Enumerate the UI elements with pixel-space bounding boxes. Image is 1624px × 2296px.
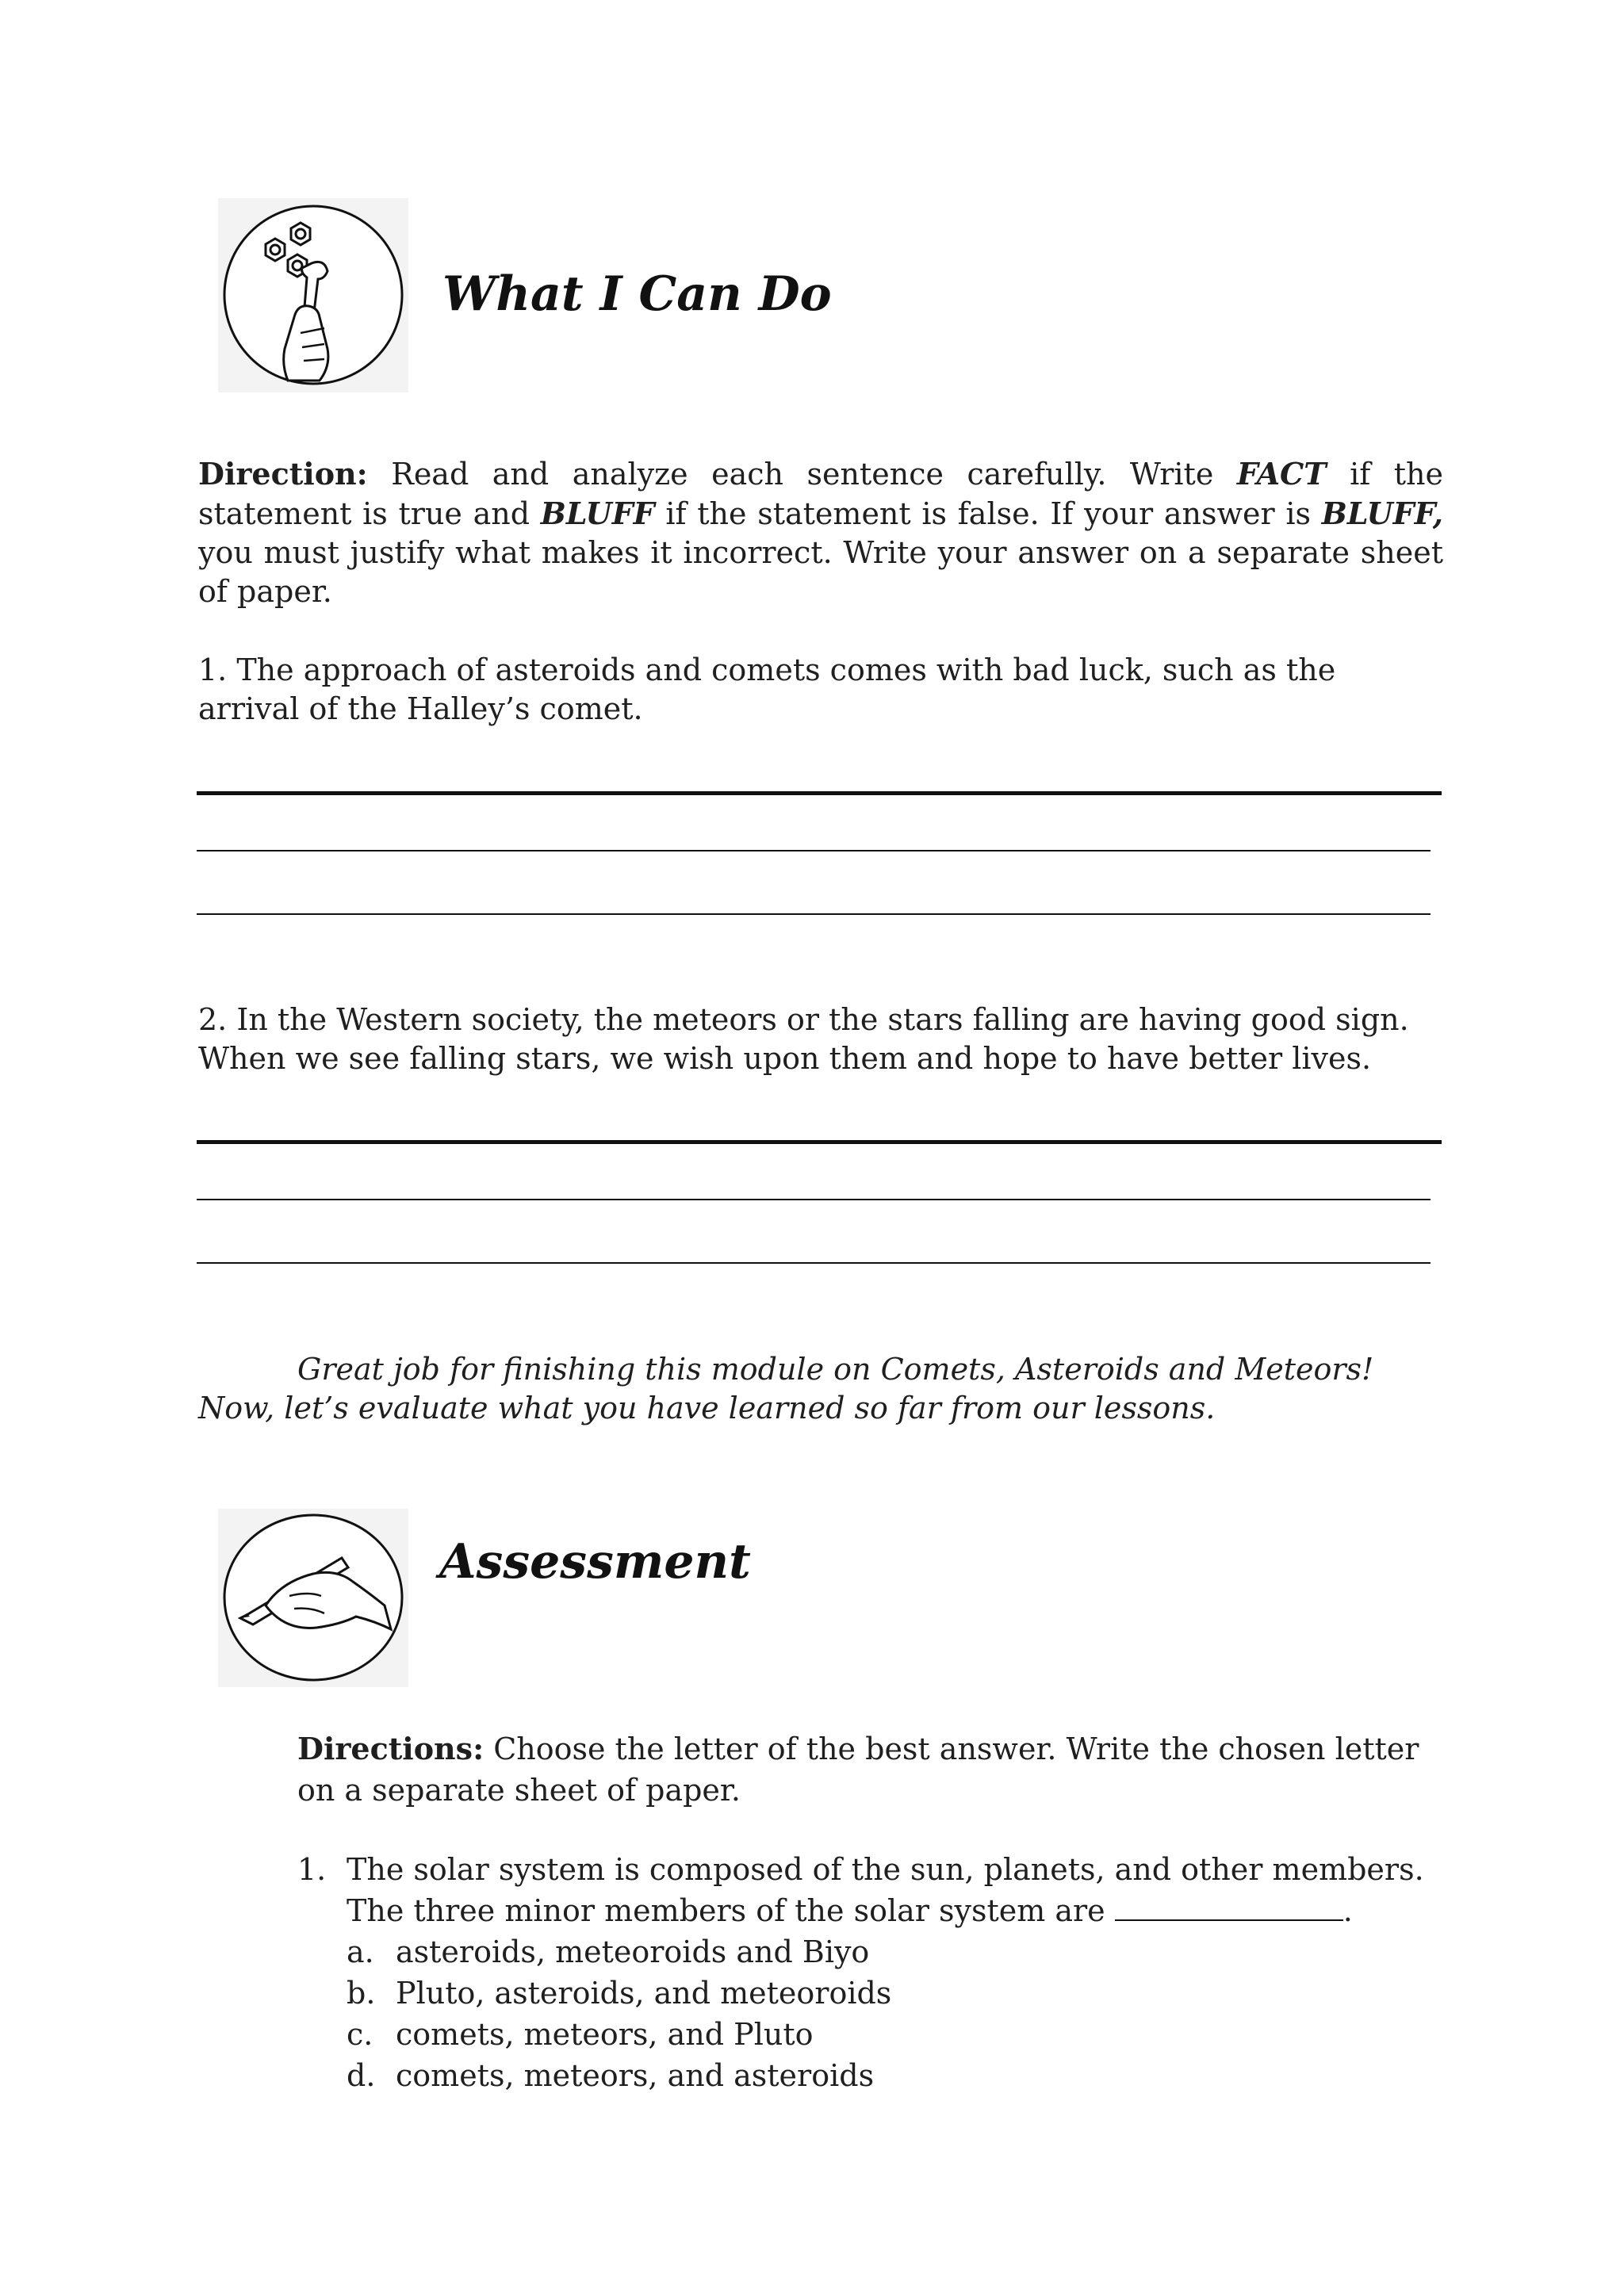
option-letter: c. [347, 2017, 373, 2052]
assessment-title: Assessment [439, 1534, 751, 1590]
option-letter: a. [347, 1934, 374, 1969]
answer-line-2c[interactable] [197, 1262, 1431, 1264]
assessment-icon [218, 1509, 408, 1687]
option-c[interactable] [297, 2014, 1447, 2055]
answer-line-1b[interactable] [197, 850, 1431, 851]
option-d[interactable] [297, 2055, 1447, 2096]
assessment-directions-label: Directions: [297, 1731, 485, 1766]
answer-line-2a[interactable] [197, 1140, 1442, 1144]
item-2: 2. In the Western society, the meteors or the stars falling are having good sign. When we see falling stars, we wish upon them and hope to have better lives. [198, 1002, 1409, 1076]
direction-text-1: Read and analyze each sentence carefully. Write [367, 457, 1237, 492]
question-1-blank[interactable] [1115, 1892, 1343, 1921]
what-i-can-do-icon [218, 198, 408, 392]
item-1: 1. The approach of asteroids and comets comes with bad luck, such as the arrival of the Halley’s comet. [198, 652, 1336, 726]
option-letter: d. [347, 2058, 376, 2093]
option-a[interactable] [297, 1931, 1447, 1973]
question-list [297, 1849, 1447, 2096]
assessment-directions [297, 1728, 1447, 1811]
answer-line-1a[interactable] [197, 791, 1442, 795]
assessment-directions-text: Choose the letter of the best answer. Write the chosen letter on a separate sheet of paper. [297, 1732, 1419, 1808]
fact-word: FACT [1236, 456, 1327, 492]
option-text: comets, meteors, and asteroids [396, 2058, 875, 2093]
option-text: comets, meteors, and Pluto [396, 2017, 814, 2052]
bluff-word: BLUFF [540, 496, 655, 531]
option-b[interactable] [297, 1973, 1447, 2014]
bluff-word-2: BLUFF, [1321, 496, 1444, 531]
what-i-can-do-title: What I Can Do [442, 266, 832, 322]
closing-text: Great job for finishing this module on Comets, Asteroids and Meteors! Now, let’s evaluate what you have learned so far from our lessons. [198, 1352, 1374, 1425]
direction-text-4: you must justify what makes it incorrect. Write your answer on a separate sheet of paper. [198, 535, 1443, 609]
option-letter: b. [347, 1976, 376, 2011]
option-text: Pluto, asteroids, and meteoroids [396, 1976, 892, 2011]
question-1-suffix: . [1342, 1893, 1353, 1928]
direction-text-2: if the statement is true and [198, 457, 1444, 531]
direction-paragraph [198, 454, 1443, 611]
question-1 [297, 1849, 1447, 1931]
question-text [347, 1849, 1447, 1931]
direction-label: Direction: [198, 456, 368, 492]
answer-line-1c[interactable] [197, 913, 1431, 915]
closing-paragraph [198, 1350, 1443, 1428]
answer-line-2b[interactable] [197, 1199, 1431, 1200]
question-number: 1. [297, 1852, 327, 1887]
direction-text-3: if the statement is false. If your answer is [654, 496, 1322, 531]
option-text: asteroids, meteoroids and Biyo [396, 1934, 870, 1969]
question-1-text: The solar system is composed of the sun, planets, and other members. The three minor members of the solar system are [347, 1852, 1424, 1928]
